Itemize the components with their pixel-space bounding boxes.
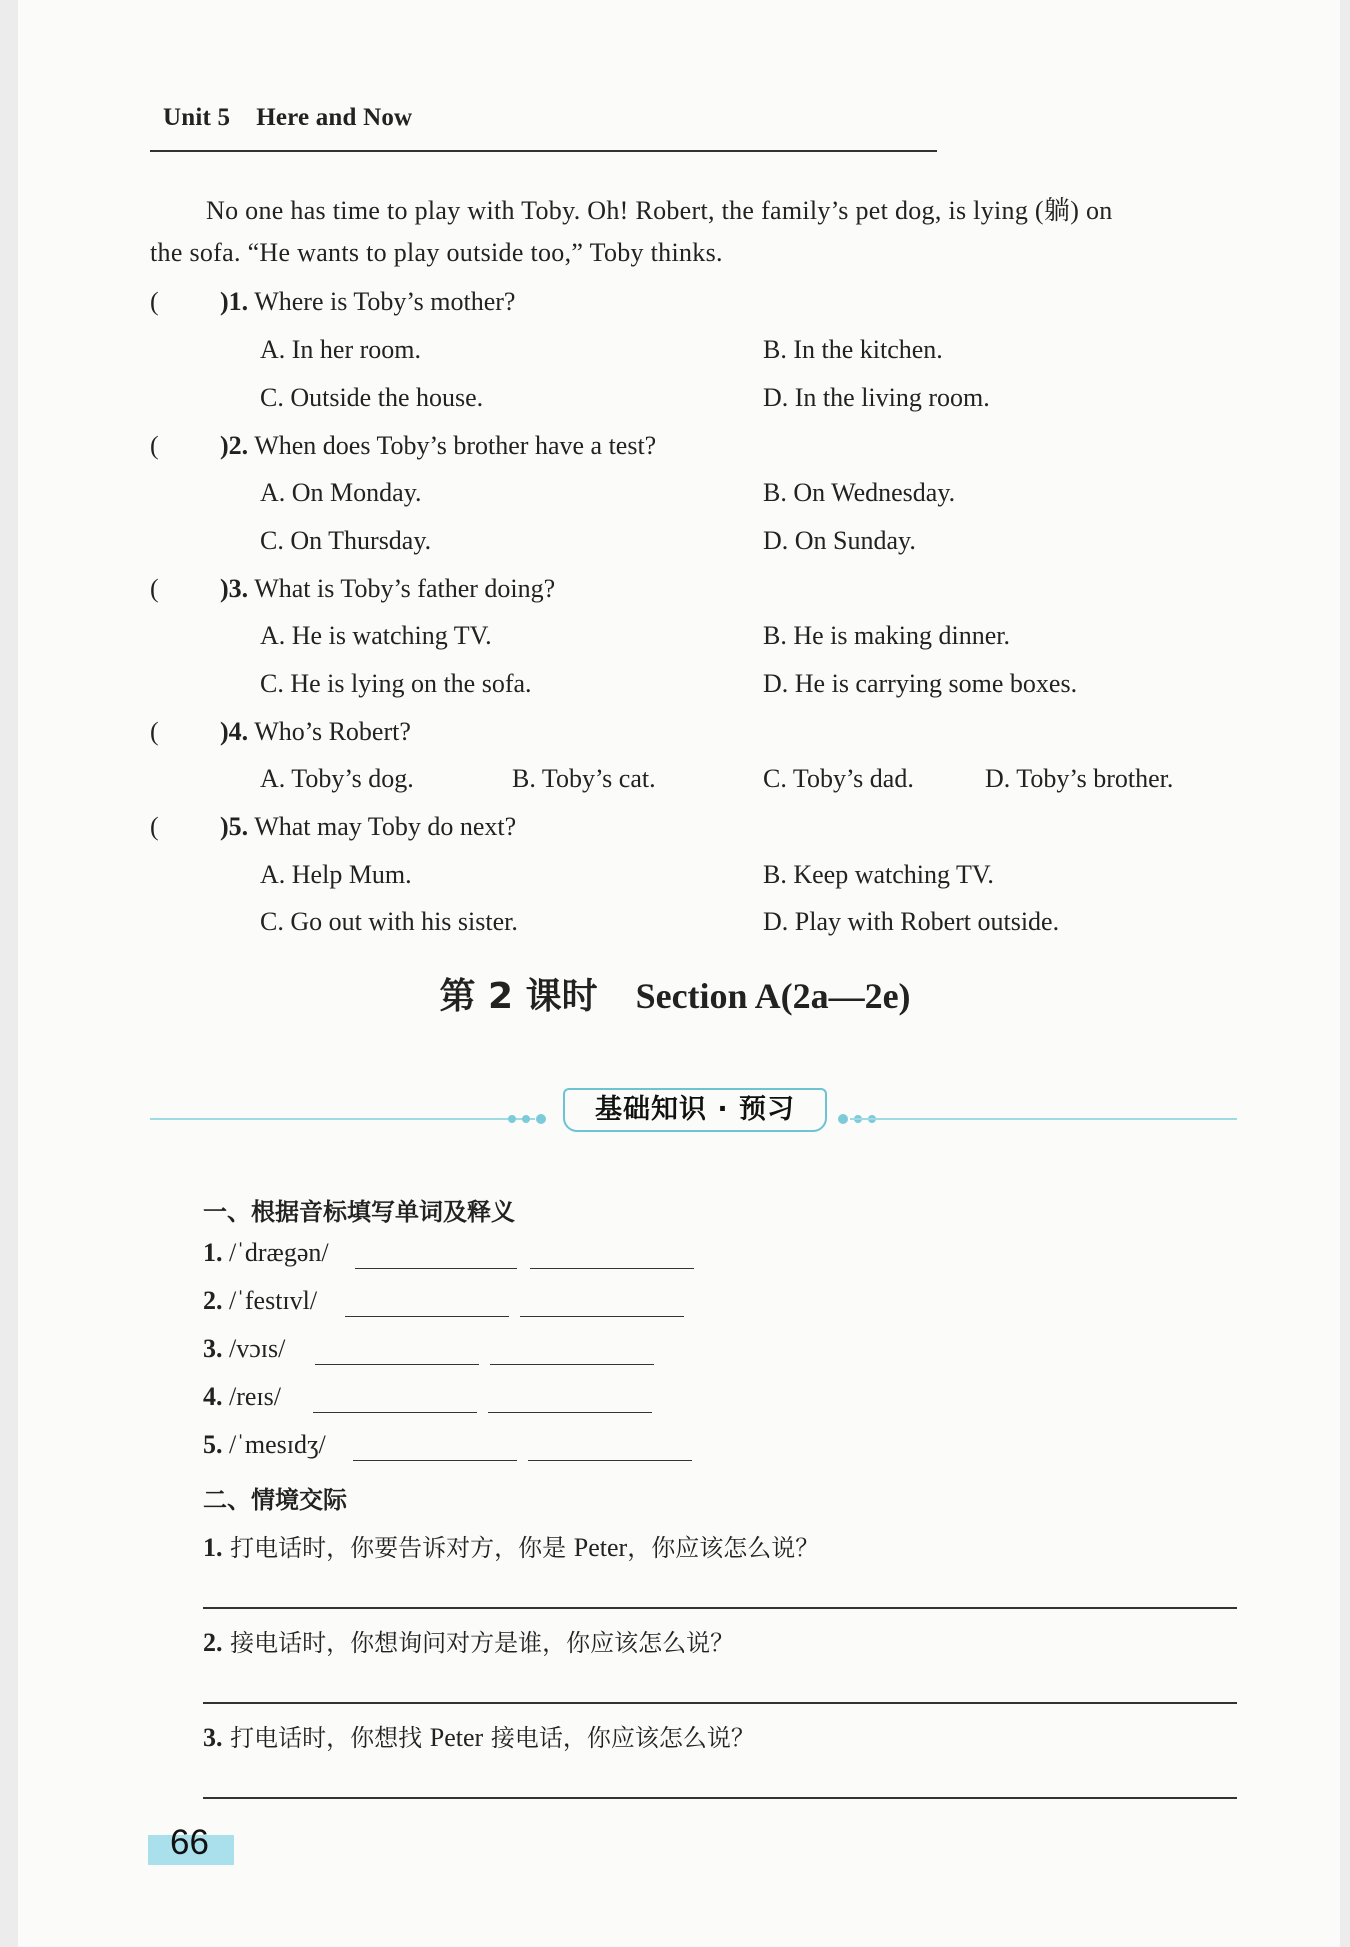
question-text: What may Toby do next? [254, 812, 517, 841]
phonetic: /ˈdrægən/ [229, 1238, 329, 1267]
question-1 [220, 287, 515, 317]
banner-rule-left [150, 1118, 535, 1120]
answer-paren: ( [150, 574, 159, 603]
option: B. On Wednesday. [763, 478, 956, 507]
answer-paren: ( [150, 812, 159, 841]
question-number: )2. [220, 431, 249, 460]
question-text: Who’s Robert? [254, 717, 411, 746]
question-text-end: ，你应该怎么说？ [627, 1534, 820, 1562]
word-blank[interactable] [353, 1460, 517, 1461]
option: A. Help Mum. [260, 860, 412, 889]
header-rule [150, 150, 937, 152]
answer-paren: ( [150, 431, 159, 460]
question-text: When does Toby’s brother have a test? [254, 431, 657, 460]
option: A. He is watching TV. [260, 621, 492, 650]
question-number: )5. [220, 812, 249, 841]
option: D. Toby’s brother. [985, 764, 1174, 793]
question-2 [220, 431, 656, 461]
answer-line[interactable] [203, 1797, 1237, 1799]
answer-line[interactable] [203, 1607, 1237, 1609]
situation-question-3 [203, 1718, 755, 1753]
question-5 [220, 812, 516, 842]
lesson-title [0, 968, 1350, 1019]
situation-question-1 [203, 1528, 819, 1563]
phonetic-item-4 [203, 1382, 281, 1412]
phonetic-item-1 [203, 1238, 329, 1268]
item-number: 2. [203, 1286, 223, 1315]
banner-dot [838, 1114, 848, 1124]
phonetic: /ˈmesɪdʒ/ [229, 1430, 326, 1459]
option: A. In her room. [260, 335, 422, 364]
question-4 [220, 717, 411, 747]
phonetic: /ˈfestɪvl/ [229, 1286, 318, 1315]
item-number: 1. [203, 1238, 223, 1267]
phonetic-item-5 [203, 1430, 326, 1460]
banner-rule-right [850, 1118, 1237, 1120]
question-number: )4. [220, 717, 249, 746]
section-2-title: 二、情境交际 [203, 1486, 347, 1514]
question-name: Peter [573, 1533, 628, 1562]
option: B. He is making dinner. [763, 621, 1010, 650]
word-blank[interactable] [315, 1364, 479, 1365]
meaning-blank[interactable] [490, 1364, 654, 1365]
word-blank[interactable] [345, 1316, 509, 1317]
meaning-blank[interactable] [520, 1316, 684, 1317]
situation-question-2 [203, 1623, 734, 1658]
option: D. On Sunday. [763, 526, 916, 555]
item-number: 5. [203, 1430, 223, 1459]
question-text: 打电话时，你要告诉对方，你是 [230, 1534, 574, 1562]
unit-label: Unit 5 [163, 104, 231, 131]
option: A. On Monday. [260, 478, 422, 507]
meaning-blank[interactable] [488, 1412, 652, 1413]
item-number: 2. [203, 1628, 223, 1657]
question-text: Where is Toby’s mother? [254, 287, 516, 316]
passage-line-1: No one has time to play with Toby. Oh! Robert, the family’s pet dog, is lying (躺) on [206, 196, 1113, 225]
phonetic-item-3 [203, 1334, 285, 1364]
item-number: 3. [203, 1723, 223, 1752]
option: C. He is lying on the sofa. [260, 669, 532, 698]
section-1-title: 一、根据音标填写单词及释义 [203, 1198, 515, 1226]
word-blank[interactable] [313, 1412, 477, 1413]
question-text: What is Toby’s father doing? [254, 574, 556, 603]
answer-line[interactable] [203, 1702, 1237, 1704]
option: D. In the living room. [763, 383, 990, 412]
option: B. In the kitchen. [763, 335, 943, 364]
banner-dot [536, 1114, 546, 1124]
item-number: 3. [203, 1334, 223, 1363]
question-name: Peter [429, 1723, 484, 1752]
option: D. He is carrying some boxes. [763, 669, 1078, 698]
banner-dot [522, 1115, 530, 1123]
question-number: )3. [220, 574, 249, 603]
running-header [163, 104, 412, 132]
question-text-end: 接电话，你应该怎么说？ [483, 1724, 755, 1752]
item-number: 1. [203, 1533, 223, 1562]
option: B. Keep watching TV. [763, 860, 994, 889]
phonetic: /vɔɪs/ [229, 1334, 286, 1363]
lesson-en: Section A(2a—2e) [635, 976, 911, 1016]
question-text: 打电话时，你想找 [230, 1724, 430, 1752]
option: C. Toby’s dad. [763, 764, 914, 793]
option: C. Go out with his sister. [260, 907, 518, 936]
lesson-cn: 第 2 课时 [439, 976, 598, 1017]
option: D. Play with Robert outside. [763, 907, 1060, 936]
option: C. On Thursday. [260, 526, 432, 555]
question-text: 接电话时，你想询问对方是谁，你应该怎么说？ [230, 1629, 735, 1657]
answer-paren: ( [150, 717, 159, 746]
answer-paren: ( [150, 287, 159, 316]
option: C. Outside the house. [260, 383, 484, 412]
word-blank[interactable] [355, 1268, 517, 1269]
question-number: )1. [220, 287, 249, 316]
meaning-blank[interactable] [528, 1460, 692, 1461]
meaning-blank[interactable] [530, 1268, 694, 1269]
banner-dot [508, 1115, 516, 1123]
page-number: 66 [170, 1823, 209, 1862]
option: A. Toby’s dog. [260, 764, 414, 793]
phonetic-item-2 [203, 1286, 317, 1316]
item-number: 4. [203, 1382, 223, 1411]
phonetic: /reɪs/ [229, 1382, 281, 1411]
section-banner: 基础知识 · 预习 [563, 1088, 827, 1132]
unit-title: Here and Now [256, 104, 413, 131]
question-3 [220, 574, 555, 604]
passage-line-2: the sofa. “He wants to play outside too,” Toby thinks. [150, 238, 723, 267]
option: B. Toby’s cat. [512, 764, 656, 793]
